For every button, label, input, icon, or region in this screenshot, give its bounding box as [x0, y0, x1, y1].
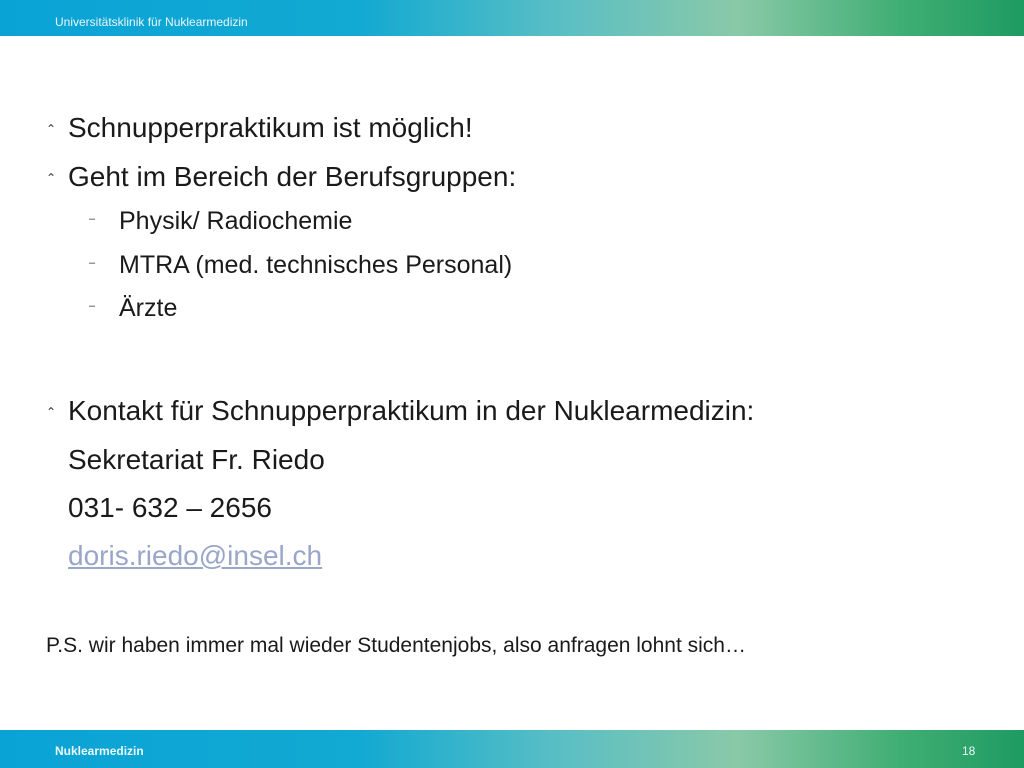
dash-bullet-icon: – [89, 257, 96, 269]
sub-bullet-item [89, 293, 178, 323]
sub-bullet-text: MTRA (med. technisches Personal) [119, 251, 513, 279]
footer-label: Nuklearmedizin [55, 744, 144, 758]
ps-note: P.S. wir haben immer mal wieder Studentenjobs, also anfragen lohnt sich… [46, 634, 746, 657]
header-title: Universitätsklinik für Nuklearmedizin [55, 15, 248, 29]
sub-bullet-item [89, 250, 513, 280]
sub-bullet-item [89, 206, 353, 236]
open-book-bullet-icon: ⌃ [46, 122, 57, 136]
bullet-item [46, 112, 473, 144]
sub-bullet-text: Physik/ Radiochemie [119, 207, 353, 235]
bullet-item [46, 161, 517, 193]
page-number: 18 [962, 744, 976, 758]
contact-phone: 031- 632 – 2656 [68, 492, 272, 523]
contact-heading [46, 395, 755, 427]
open-book-bullet-icon: ⌃ [46, 405, 57, 419]
contact-name: Sekretariat Fr. Riedo [68, 444, 325, 475]
sub-bullet-text: Ärzte [119, 294, 178, 322]
open-book-bullet-icon: ⌃ [46, 171, 57, 185]
bullet-text: Geht im Bereich der Berufsgruppen: [68, 161, 517, 192]
dash-bullet-icon: – [89, 300, 96, 312]
footer-band [0, 730, 1024, 768]
dash-bullet-icon: – [89, 213, 96, 225]
contact-heading-text: Kontakt für Schnupperpraktikum in der Nuklearmedizin: [68, 395, 755, 426]
contact-email-link[interactable]: doris.riedo@insel.ch [68, 540, 323, 571]
bullet-text: Schnupperpraktikum ist möglich! [68, 112, 473, 143]
